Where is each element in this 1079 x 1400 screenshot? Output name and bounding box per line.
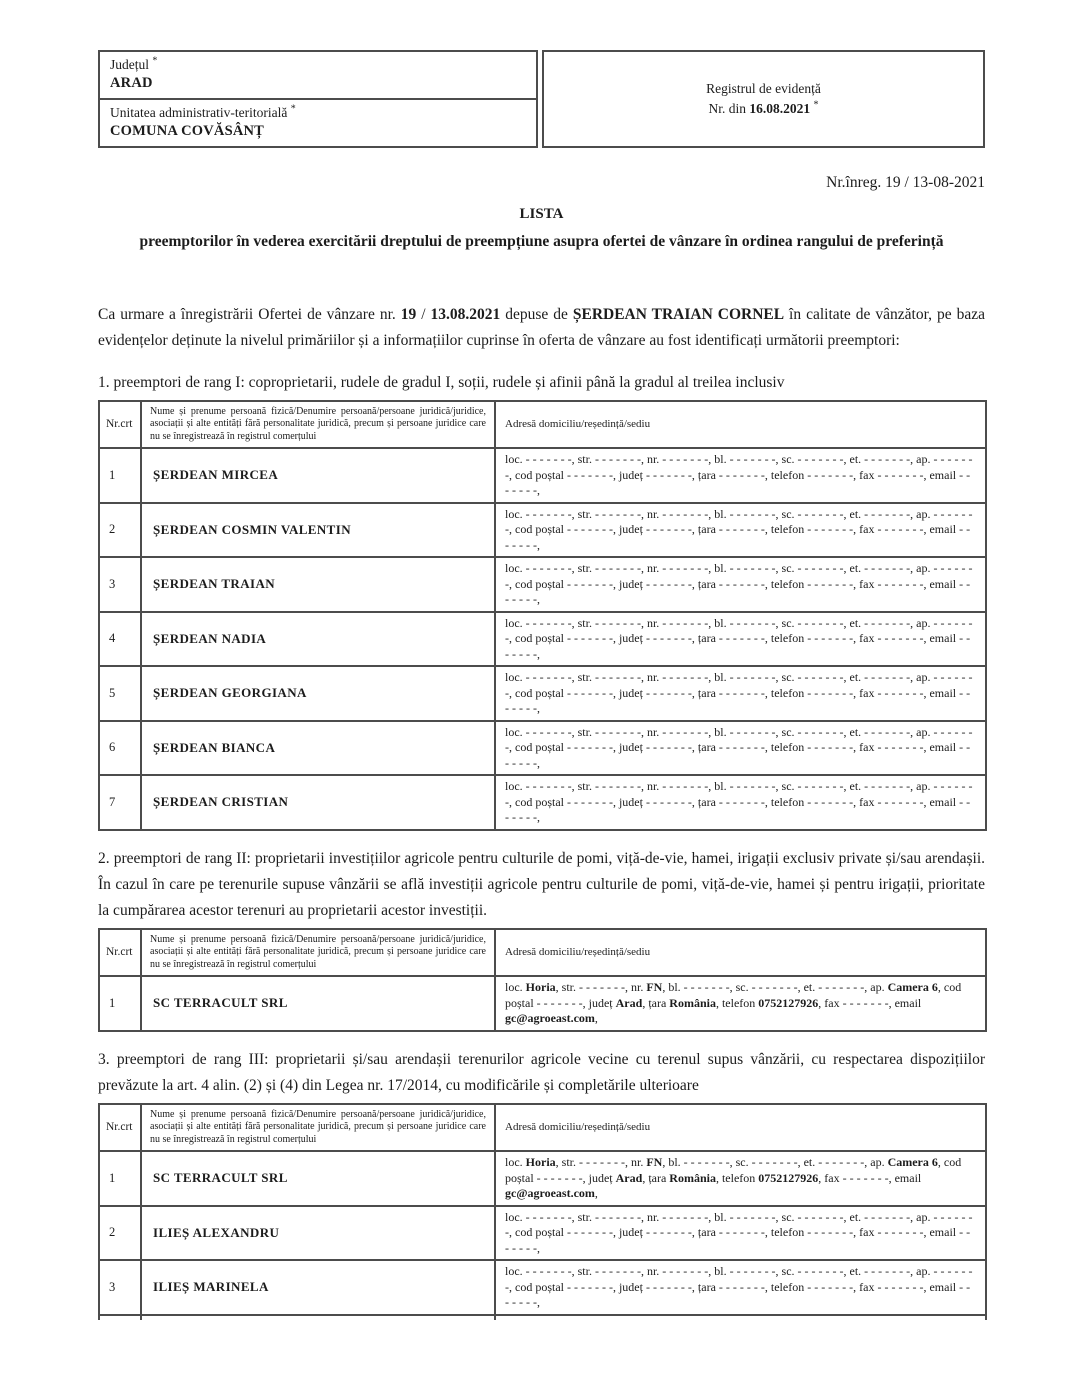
- county-value: ARAD: [110, 75, 153, 91]
- column-header-name: Nume și prenume persoană fizică/Denumire persoană/persoane juridică/juridice, asociații și alte entități fără personalitate juridică, precum și persoane juridice care nu se înregistrează în registrul comerțului: [141, 1104, 495, 1152]
- address-segment: , fax - - - - - - -, email: [818, 1170, 922, 1185]
- address-segment: gc@agroeast.com: [505, 1011, 595, 1025]
- address-segment: Arad: [615, 1170, 643, 1185]
- registry-number-line: Nr. din 16.08.2021 *: [708, 99, 819, 116]
- partial-next-row: [99, 1315, 986, 1320]
- preemptors-table-rank-3: [98, 1103, 987, 1320]
- row-number-cell: 2: [99, 1206, 141, 1261]
- address-segment: , str. - - - - - - -, nr.: [555, 980, 647, 994]
- address-segment: Horia: [525, 1155, 556, 1169]
- table-row: [99, 1151, 986, 1206]
- uat-label: Unitatea administrativ-teritorială *: [110, 103, 296, 120]
- preemptors-table-rank-2: [98, 928, 987, 1032]
- address-segment: loc.: [505, 1155, 526, 1169]
- address-segment: România: [669, 995, 716, 1010]
- registry-date: 16.08.2021: [749, 101, 811, 116]
- address-segment: loc. - - - - - - -, str. - - - - - - -, nr. - - - - - - -, bl. - - - - - - -, sc. - - - - - - -, et. - - - - - - -, ap. - - - - - - -, cod poștal - - - - - - -, județ - - - - - - -, țara - - - - - - -, telefon - - - - - - -, fax - - - - - - -, email - - - - - - -,: [505, 561, 973, 606]
- address-segment: , telefon: [715, 995, 759, 1010]
- registry-label: Registrul de evidență: [706, 81, 821, 96]
- section-heading-rank-3: 3. preemptori de rang III: proprietarii și/sau arendașii terenurilor agricole vecine cu terenul supus vânzării, cu respectarea dispozițiilor prevăzute la art. 4 alin. (2) și (4) din Legea nr. 17/2014, cu modificările și completările ulterioare: [98, 1050, 985, 1094]
- column-header-nr: Nr.crt: [99, 1104, 141, 1152]
- uat-value: COMUNA COVĂSÂNȚ: [110, 123, 265, 139]
- row-number-cell: 6: [99, 721, 141, 776]
- row-number-cell: 7: [99, 775, 141, 830]
- preemptor-name-cell: ȘERDEAN MIRCEA: [141, 448, 495, 503]
- partial-cell: [141, 1315, 495, 1320]
- table-row: [99, 1260, 986, 1315]
- address-segment: loc. - - - - - - -, str. - - - - - - -, nr. - - - - - - -, bl. - - - - - - -, sc. - - - - - - -, et. - - - - - - -, ap. - - - - - - -, cod poștal - - - - - - -, județ - - - - - - -, țara - - - - - - -, telefon - - - - - - -, fax - - - - - - -, email - - - - - - -,: [505, 670, 973, 715]
- preemptor-name-cell: ȘERDEAN GEORGIANA: [141, 666, 495, 721]
- preemptor-name-cell: ȘERDEAN COSMIN VALENTIN: [141, 503, 495, 558]
- row-number-cell: 5: [99, 666, 141, 721]
- address-cell: [495, 448, 986, 503]
- address-segment: , fax - - - - - - -, email: [818, 995, 922, 1010]
- address-segment: , țara: [642, 1170, 670, 1185]
- preemptor-name-cell: SC TERRACULT SRL: [141, 1151, 495, 1206]
- registration-number: Nr.înreg. 19 / 13-08-2021: [826, 174, 985, 191]
- column-header-name: Nume și prenume persoană fizică/Denumire persoană/persoane juridică/juridice, asociații și alte entități fără personalitate juridică, precum și persoane juridice care nu se înregistrează în registrul comerțului: [141, 401, 495, 449]
- column-header-address: Adresă domiciliu/reședință/sediu: [495, 401, 986, 449]
- offer-number: 19: [400, 306, 417, 323]
- asterisk-mark: *: [152, 55, 158, 67]
- address-segment: , str. - - - - - - -, nr.: [555, 1155, 647, 1169]
- asterisk-mark: *: [813, 99, 819, 111]
- preemptor-name-cell: ȘERDEAN TRAIAN: [141, 557, 495, 612]
- address-cell: [495, 721, 986, 776]
- asterisk-mark: *: [290, 103, 296, 115]
- address-segment: , bl. - - - - - - -, sc. - - - - - - -, et. - - - - - - -, ap.: [662, 1155, 888, 1169]
- preemptors-table-rank-1: [98, 400, 987, 831]
- partial-cell: [99, 1315, 141, 1320]
- address-cell: [495, 1260, 986, 1315]
- address-cell: [495, 775, 986, 830]
- column-header-nr: Nr.crt: [99, 929, 141, 977]
- table-row: [99, 775, 986, 830]
- table-header-row: [99, 1104, 986, 1152]
- address-segment: loc. - - - - - - -, str. - - - - - - -, nr. - - - - - - -, bl. - - - - - - -, sc. - - - - - - -, et. - - - - - - -, ap. - - - - - - -, cod poștal - - - - - - -, județ - - - - - - -, țara - - - - - - -, telefon - - - - - - -, fax - - - - - - -, email - - - - - - -,: [505, 724, 973, 770]
- address-segment: loc. - - - - - - -, str. - - - - - - -, nr. - - - - - - -, bl. - - - - - - -, sc. - - - - - - -, et. - - - - - - -, ap. - - - - - - -, cod poștal - - - - - - -, județ - - - - - - -, țara - - - - - - -, telefon - - - - - - -, fax - - - - - - -, email - - - - - - -,: [505, 452, 973, 497]
- address-segment: ,: [594, 1011, 598, 1025]
- address-segment: 0752127926: [758, 995, 819, 1010]
- intro-text: Ca urmare a înregistrării Ofertei de vânzare nr.: [98, 306, 401, 323]
- section-heading-rank-2: 2. preemptori de rang II: proprietarii investițiilor agricole pentru culturile de pomi, viță-de-vie, hamei, irigații exclusiv private și/sau arendașii. În cazul în care pe terenurile supuse vânzării se află investiții agricole pentru culturile de pomi, viță-de-vie, hamei și pentru irigații, prioritate la cumpărarea acestor terenuri au proprietarii acestor investiții.: [98, 849, 985, 919]
- table-row: [99, 612, 986, 667]
- column-header-nr: Nr.crt: [99, 401, 141, 449]
- address-segment: Camera 6: [887, 980, 938, 994]
- preemptor-name-cell: SC TERRACULT SRL: [141, 976, 495, 1031]
- seller-name: ȘERDEAN TRAIAN CORNEL: [572, 306, 785, 323]
- address-segment: , cod poștal - - - - - - -, județ: [505, 980, 962, 1010]
- address-segment: , bl. - - - - - - -, sc. - - - - - - -, et. - - - - - - -, ap.: [662, 980, 888, 994]
- row-number-cell: 1: [99, 976, 141, 1031]
- intro-paragraph: Ca urmare a înregistrării Ofertei de vânzare nr. 19 / 13.08.2021 depuse de ȘERDEAN TRAIAN CORNEL în calitate de vânzător, pe baza evidențelor deținute la nivelul primăriilor și a informațiilor cuprinse în oferta de vânzare au fost identificați următorii preemptori:: [98, 306, 985, 349]
- form-header-boxes: [98, 50, 985, 148]
- address-segment: loc.: [505, 980, 526, 994]
- address-segment: loc. - - - - - - -, str. - - - - - - -, nr. - - - - - - -, bl. - - - - - - -, sc. - - - - - - -, et. - - - - - - -, ap. - - - - - - -, cod poștal - - - - - - -, județ - - - - - - -, țara - - - - - - -, telefon - - - - - - -, fax - - - - - - -, email - - - - - - -,: [505, 615, 973, 661]
- row-number-cell: 2: [99, 503, 141, 558]
- document-title: LISTA: [519, 206, 564, 222]
- table-row: [99, 557, 986, 612]
- preemptor-name-cell: ȘERDEAN NADIA: [141, 612, 495, 667]
- offer-date: 13.08.2021: [430, 306, 501, 323]
- table-row: [99, 503, 986, 558]
- address-segment: România: [669, 1170, 716, 1185]
- table-row: [99, 1206, 986, 1261]
- sections-root: [98, 370, 985, 1320]
- address-segment: gc@agroeast.com: [505, 1186, 595, 1200]
- address-segment: FN: [646, 1155, 663, 1169]
- address-segment: Horia: [525, 980, 556, 994]
- address-cell: [495, 557, 986, 612]
- address-segment: loc. - - - - - - -, str. - - - - - - -, nr. - - - - - - -, bl. - - - - - - -, sc. - - - - - - -, et. - - - - - - -, ap. - - - - - - -, cod poștal - - - - - - -, județ - - - - - - -, țara - - - - - - -, telefon - - - - - - -, fax - - - - - - -, email - - - - - - -,: [505, 506, 973, 552]
- row-number-cell: 3: [99, 1260, 141, 1315]
- address-cell: [495, 976, 986, 1031]
- address-segment: FN: [646, 980, 663, 994]
- county-label: Județul *: [110, 55, 158, 72]
- address-cell: [495, 612, 986, 667]
- address-segment: loc. - - - - - - -, str. - - - - - - -, nr. - - - - - - -, bl. - - - - - - -, sc. - - - - - - -, et. - - - - - - -, ap. - - - - - - -, cod poștal - - - - - - -, județ - - - - - - -, țara - - - - - - -, telefon - - - - - - -, fax - - - - - - -, email - - - - - - -,: [505, 1209, 973, 1255]
- address-cell: [495, 1206, 986, 1261]
- partial-cell: [495, 1315, 986, 1320]
- address-cell: [495, 503, 986, 558]
- address-cell: [495, 666, 986, 721]
- row-number-cell: 3: [99, 557, 141, 612]
- column-header-address: Adresă domiciliu/reședință/sediu: [495, 929, 986, 977]
- authority-box: [98, 50, 538, 148]
- table-row: [99, 976, 986, 1031]
- table-header-row: [99, 929, 986, 977]
- address-segment: Arad: [615, 995, 643, 1010]
- registry-box: [542, 50, 985, 148]
- preemptor-name-cell: ILIEȘ MARINELA: [141, 1260, 495, 1315]
- document-content: [98, 50, 985, 1320]
- address-segment: loc. - - - - - - -, str. - - - - - - -, nr. - - - - - - -, bl. - - - - - - -, sc. - - - - - - -, et. - - - - - - -, ap. - - - - - - -, cod poștal - - - - - - -, județ - - - - - - -, țara - - - - - - -, telefon - - - - - - -, fax - - - - - - -, email - - - - - - -,: [505, 1264, 973, 1309]
- address-cell: [495, 1151, 986, 1206]
- preemptor-name-cell: ȘERDEAN BIANCA: [141, 721, 495, 776]
- column-header-address: Adresă domiciliu/reședință/sediu: [495, 1104, 986, 1152]
- document-subtitle: preemptorilor în vederea exercitării dreptului de preempțiune asupra ofertei de vânzare în ordinea rangului de preferință: [139, 233, 944, 250]
- county-cell: [100, 52, 536, 100]
- address-segment: , cod poștal - - - - - - -, județ: [505, 1155, 962, 1185]
- table-row: [99, 721, 986, 776]
- row-number-cell: 4: [99, 612, 141, 667]
- address-segment: ,: [594, 1186, 598, 1200]
- address-segment: 0752127926: [758, 1170, 819, 1185]
- row-number-cell: 1: [99, 1151, 141, 1206]
- section-heading-rank-1: 1. preemptori de rang I: coproprietarii, rudele de gradul I, soții, rudele și afinii până la gradul al treilea inclusiv: [98, 373, 785, 391]
- address-segment: loc. - - - - - - -, str. - - - - - - -, nr. - - - - - - -, bl. - - - - - - -, sc. - - - - - - -, et. - - - - - - -, ap. - - - - - - -, cod poștal - - - - - - -, județ - - - - - - -, țara - - - - - - -, telefon - - - - - - -, fax - - - - - - -, email - - - - - - -,: [505, 779, 973, 824]
- address-segment: Camera 6: [887, 1155, 938, 1169]
- table-header-row: [99, 401, 986, 449]
- uat-cell: [100, 100, 536, 146]
- address-segment: , telefon: [715, 1170, 759, 1185]
- table-row: [99, 666, 986, 721]
- table-row: [99, 448, 986, 503]
- address-segment: , țara: [642, 995, 670, 1010]
- row-number-cell: 1: [99, 448, 141, 503]
- column-header-name: Nume și prenume persoană fizică/Denumire persoană/persoane juridică/juridice, asociații și alte entități fără personalitate juridică, precum și persoane juridice care nu se înregistrează în registrul comerțului: [141, 929, 495, 977]
- preemptor-name-cell: ȘERDEAN CRISTIAN: [141, 775, 495, 830]
- preemptor-name-cell: ILIEȘ ALEXANDRU: [141, 1206, 495, 1261]
